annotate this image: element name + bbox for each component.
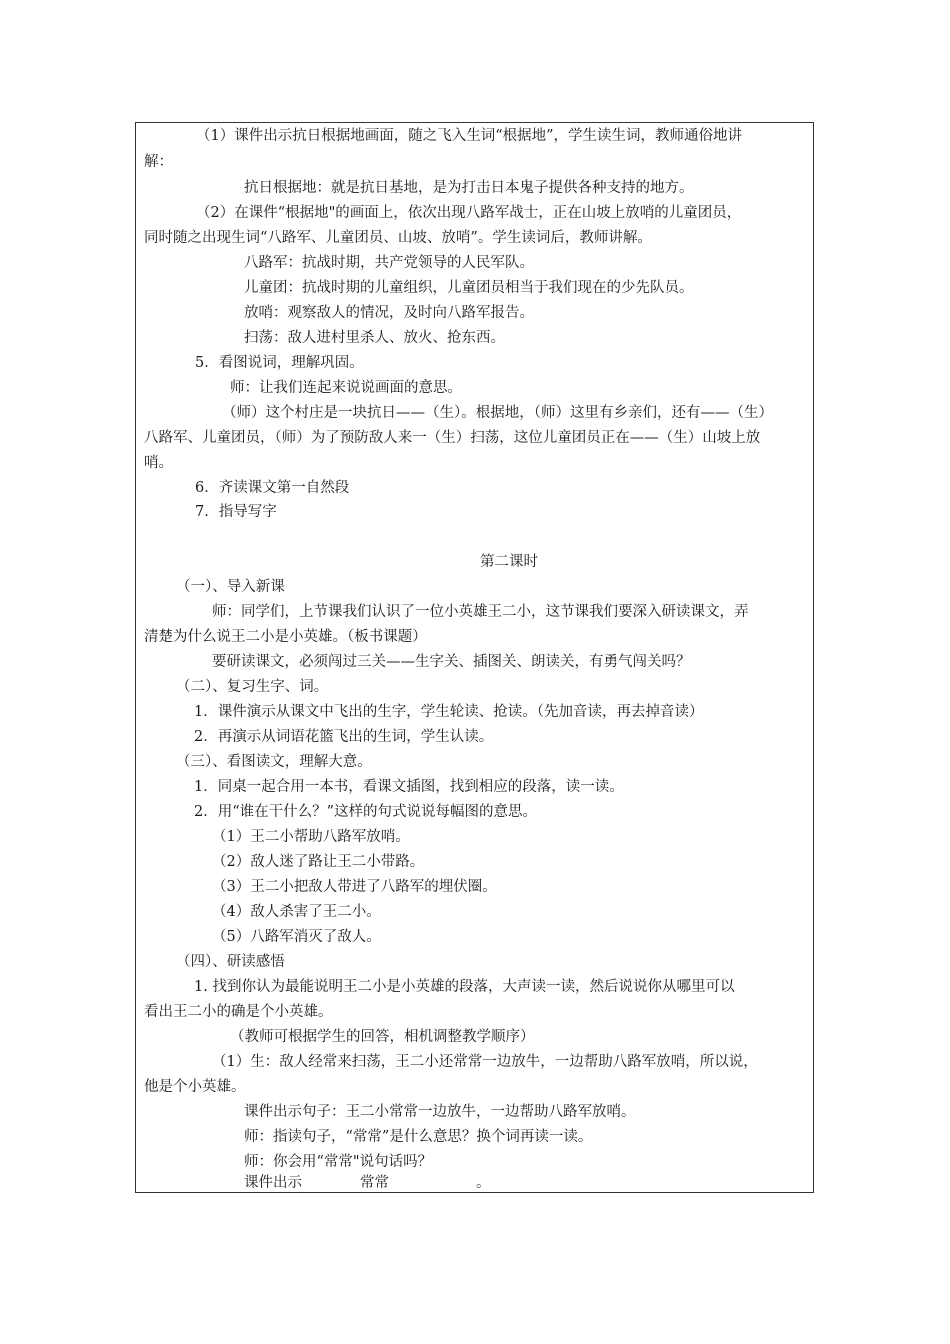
- text-line: （教师可根据学生的回答，相机调整教学顺序）: [230, 1029, 535, 1045]
- text-line: 课件出示句子：王二小常常一边放牛，一边帮助八路军放哨。: [244, 1104, 636, 1120]
- text-line: 师：同学们，上节课我们认识了一位小英雄王二小，这节课我们要深入研读课文，弄: [212, 604, 749, 620]
- text-line: 哨。: [144, 455, 173, 471]
- text-line: 扫荡：敌人进村里杀人、放火、抢东西。: [244, 330, 505, 346]
- text-line: （1）生：敌人经常来扫荡，王二小还常常一边放牛，一边帮助八路军放哨，所以说，: [212, 1054, 758, 1070]
- text-line: （四）、研读感悟: [176, 954, 285, 970]
- text-line: （二）、复习生字、词。: [176, 679, 329, 695]
- text-line: （1）课件出示抗日根据地画面，随之飞入生词“根据地”，学生读生词，教师通俗地讲: [196, 128, 743, 144]
- text-line: 1. 找到你认为最能说明王二小是小英雄的段落，大声读一读，然后说说你从哪里可以: [194, 979, 735, 995]
- text-line: 八路军、儿童团员，（师）为了预防敌人来一（生）扫荡，这位儿童团员正在——（生）山坡上放: [144, 430, 761, 446]
- text-line: 放哨：观察敌人的情况，及时向八路军报告。: [244, 305, 534, 321]
- text-line: 师：你会用“常常"说句话吗？: [244, 1154, 433, 1170]
- text-line: 抗日根据地：就是抗日基地，是为打击日本鬼子提供各种支持的地方。: [244, 180, 694, 196]
- text-line: 要研读课文，必须闯过三关——生字关、插图关、朗读关，有勇气闯关吗？: [212, 654, 691, 670]
- text-line: （三）、看图读文，理解大意。: [176, 754, 372, 770]
- list-item: （5）八路军消灭了敌人。: [212, 929, 381, 945]
- text-line: 2．再演示从词语花篮飞出的生词，学生认读。: [194, 729, 494, 745]
- text-line: （一）、导入新课: [176, 579, 285, 595]
- text-line: 课件出示 常常 。: [244, 1175, 491, 1191]
- text-line: 儿童团：抗战时期的儿童组织，儿童团员相当于我们现在的少先队员。: [244, 280, 694, 296]
- text-line: 7．指导写字: [195, 504, 277, 520]
- text-line: 他是个小英雄。: [144, 1079, 246, 1095]
- text-line: 解：: [144, 154, 173, 170]
- text-line: 1．课件演示从课文中飞出的生字，学生轮读、抢读。（先加音读，再去掉音读）: [194, 704, 704, 720]
- list-item: （2）敌人迷了路让王二小带路。: [212, 854, 425, 870]
- text-line: 八路军：抗战时期，共产党领导的人民军队。: [244, 255, 534, 271]
- text-line: 清楚为什么说王二小是小英雄。（板书课题）: [144, 629, 427, 645]
- text-line: 师：指读句子，“常常”是什么意思？换个词再读一读。: [244, 1129, 593, 1145]
- text-line: （2）在课件“根据地"的画面上，依次出现八路军战士，正在山坡上放哨的儿童团员，: [196, 205, 742, 221]
- text-line: 2．用“谁在干什么？”这样的句式说说每幅图的意思。: [194, 804, 538, 820]
- text-line: （师）这个村庄是一块抗日——（生）。根据地，（师）这里有乡亲们，还有——（生）: [222, 405, 773, 421]
- section-heading: 第二课时: [480, 554, 538, 570]
- text-line: 6．齐读课文第一自然段: [195, 480, 350, 496]
- text-line: 5．看图说词，理解巩固。: [195, 355, 364, 371]
- text-line: 师：让我们连起来说说画面的意思。: [230, 380, 462, 396]
- text-line: 1．同桌一起合用一本书，看课文插图，找到相应的段落，读一读。: [194, 779, 624, 795]
- list-item: （4）敌人杀害了王二小。: [212, 904, 381, 920]
- list-item: （3）王二小把敌人带进了八路军的埋伏圈。: [212, 879, 497, 895]
- text-line: 同时随之出现生词“八路军、儿童团员、山坡、放哨”。学生读词后，教师讲解。: [144, 230, 652, 246]
- list-item: （1）王二小帮助八路军放哨。: [212, 829, 410, 845]
- text-line: 看出王二小的确是个小英雄。: [144, 1004, 333, 1020]
